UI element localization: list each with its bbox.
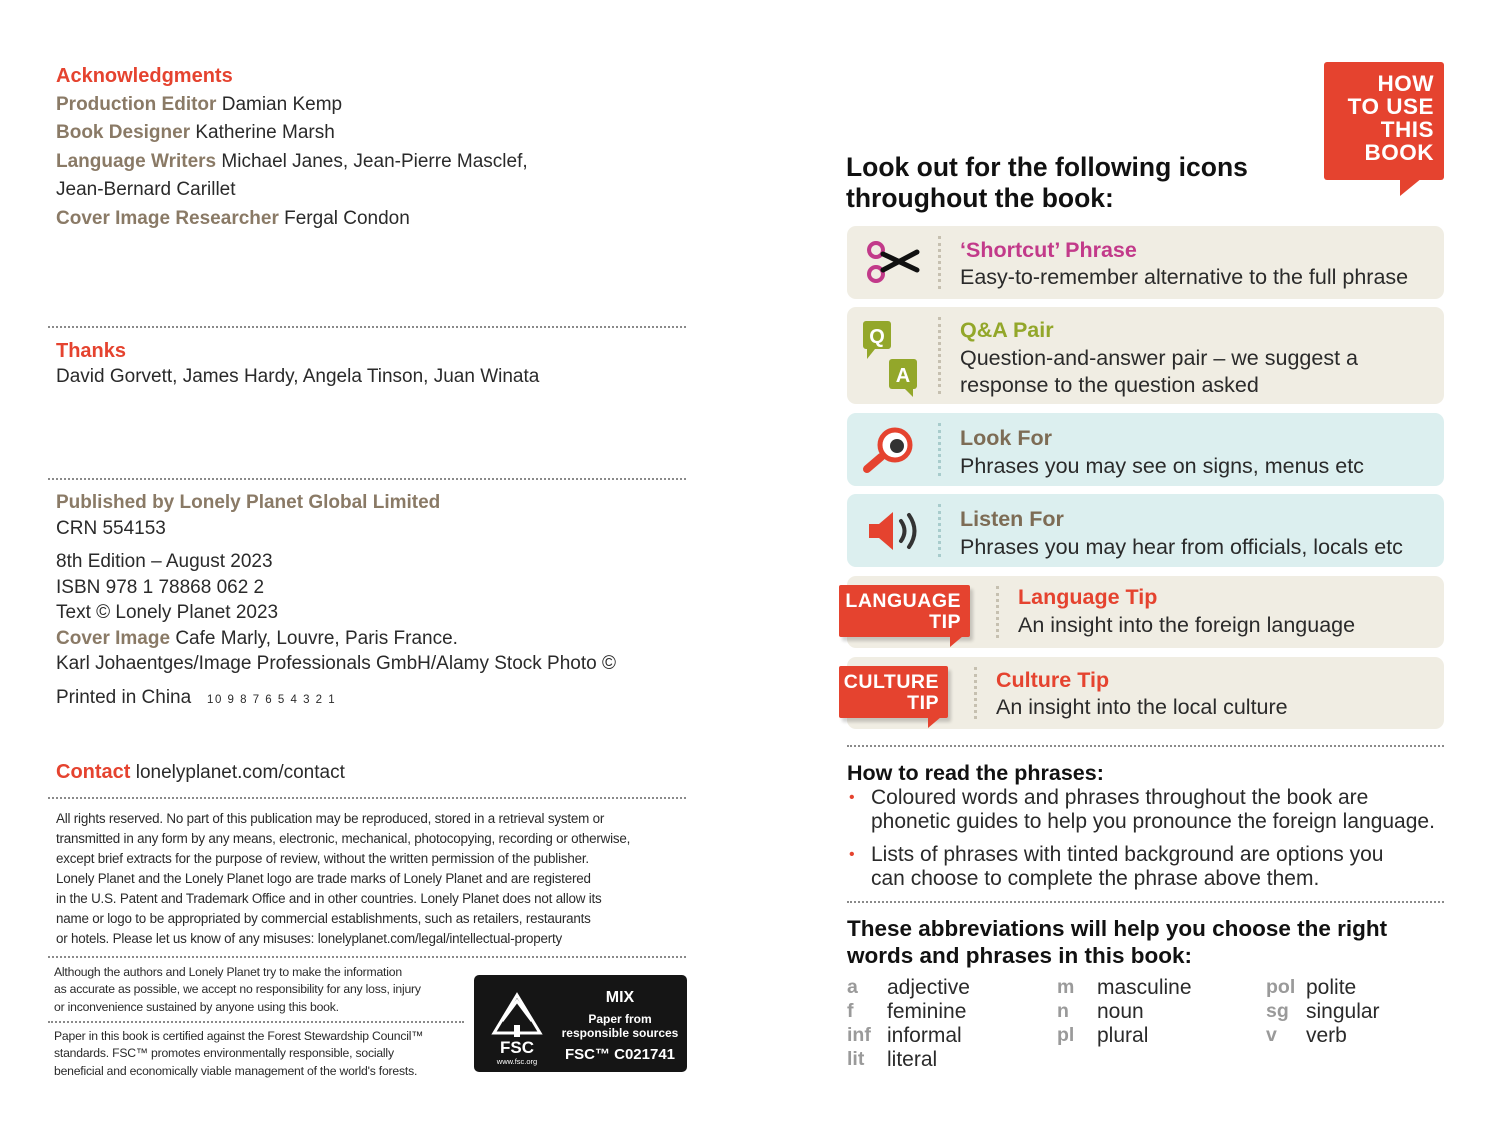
fsc-note: Paper in this book is certified against the Forest Stewardship Council™ standards. FSC™ promotes environmentally responsible, socially beneficial and economically viable management of the world's forests. (54, 1029, 424, 1078)
qa-icon (861, 319, 923, 397)
svg-text:Q: Q (869, 326, 885, 348)
cover-image-credit: Cover Image Cafe Marly, Louvre, Paris France. (56, 627, 458, 649)
culture-tip-badge: CULTURE TIP (839, 666, 948, 718)
divider (48, 1021, 464, 1023)
divider (847, 901, 1444, 903)
disclaimer: Although the authors and Lonely Planet try to make the information as accurate as possible, we accept no responsibility for any loss, injury or inconvenience sustained by anyone using this book. (54, 965, 421, 1014)
card-title: Q&A Pair (960, 318, 1054, 342)
card-desc: An insight into the local culture (996, 695, 1288, 719)
acknowledgments-section (56, 62, 528, 233)
card-title: Language Tip (1018, 585, 1158, 609)
icon-card-look-for (847, 413, 1444, 486)
credit-language-writers: Language Writers Michael Janes, Jean-Pierre Masclef, (56, 150, 528, 172)
card-title: Listen For (960, 507, 1064, 531)
icon-card-shortcut (847, 226, 1444, 299)
bullet-icon: • (849, 846, 855, 863)
edition: 8th Edition – August 2023 (56, 551, 273, 572)
printed-in: Printed in China 10 9 8 7 6 5 4 3 2 1 (56, 686, 337, 708)
isbn: ISBN 978 1 78868 062 2 (56, 576, 265, 598)
cover-image-photo-credit: Karl Johaentges/Image Professionals GmbH/Alamy Stock Photo © (56, 653, 616, 674)
acknowledgments-heading: Acknowledgments (56, 65, 233, 87)
svg-text:A: A (895, 365, 911, 387)
svg-text:www.fsc.org: www.fsc.org (496, 1057, 538, 1066)
card-desc: Easy-to-remember alternative to the full phrase (960, 265, 1409, 289)
language-tip-badge: LANGUAGE TIP (839, 585, 970, 637)
publisher: Published by Lonely Planet Global Limited (56, 492, 441, 513)
divider (48, 326, 686, 328)
credit-language-writers-cont: Jean-Bernard Carillet (56, 179, 236, 200)
card-desc: Phrases you may see on signs, menus etc (960, 454, 1364, 478)
credit-cover-researcher: Cover Image Researcher Fergal Condon (56, 207, 410, 229)
thanks-heading: Thanks (56, 340, 127, 362)
text-copyright: Text © Lonely Planet 2023 (56, 602, 279, 623)
speaker-icon (863, 506, 923, 556)
card-desc: An insight into the foreign language (1018, 613, 1356, 637)
abbreviations-heading: These abbreviations will help you choose the right words and phrases in this book: (847, 916, 1388, 968)
how-to-read-heading: How to read the phrases: (847, 761, 1104, 785)
rights-notice: All rights reserved. No part of this publication may be reproduced, stored in a retrieval system or transmitted in any form by any means, electronic, mechanical, photocopying, recording or otherwise, except brief extracts for the purpose of review, without the written permission of the publisher. Lonely Planet and the Lonely Planet logo are trade marks of Lonely Planet and are registered in the U.S. Patent and Trademark Office and in other countries. Lonely Planet does not allow its name or logo to be appropriated by commercial establishments, such as retailers, restaurants or hotels. Please let us know of any misuses: lonelyplanet.com/legal/intellectual-property (56, 811, 631, 946)
crn: CRN 554153 (56, 517, 166, 539)
fsc-tree-icon (484, 981, 550, 1067)
credit-production-editor: Production Editor Damian Kemp (56, 93, 343, 115)
fsc-logo: FSC www.fsc.org MIX Paper from responsible sources FSC™ C021741 (474, 975, 687, 1072)
divider (48, 956, 686, 958)
card-desc: Question-and-answer pair – we suggest a response to the question asked (960, 346, 1358, 397)
contact-line: Contact lonelyplanet.com/contact (56, 761, 345, 783)
divider (847, 745, 1444, 747)
bullet-icon: • (849, 789, 855, 806)
contact-url[interactable]: lonelyplanet.com/contact (135, 762, 345, 783)
divider (48, 797, 686, 799)
divider (48, 478, 686, 480)
thanks-section (56, 338, 539, 390)
card-title: Culture Tip (996, 668, 1110, 692)
credit-book-designer: Book Designer Katherine Marsh (56, 122, 335, 143)
scissors-icon (863, 238, 921, 286)
icon-card-qa (847, 307, 1444, 404)
badge-tail (1400, 178, 1422, 196)
icon-card-listen-for (847, 494, 1444, 567)
thanks-names: David Gorvett, James Hardy, Angela Tinson, Juan Winata (56, 366, 540, 387)
card-title: ‘Shortcut’ Phrase (960, 238, 1137, 262)
svg-text:FSC: FSC (500, 1038, 534, 1057)
intro-heading: Look out for the following icons throughout the book: (846, 152, 1248, 213)
how-to-use-badge: HOW TO USE THIS BOOK (1324, 62, 1444, 180)
card-desc: Phrases you may hear from officials, locals etc (960, 535, 1403, 559)
magnifier-icon (861, 425, 923, 475)
card-title: Look For (960, 426, 1052, 450)
publication-section (56, 490, 616, 713)
